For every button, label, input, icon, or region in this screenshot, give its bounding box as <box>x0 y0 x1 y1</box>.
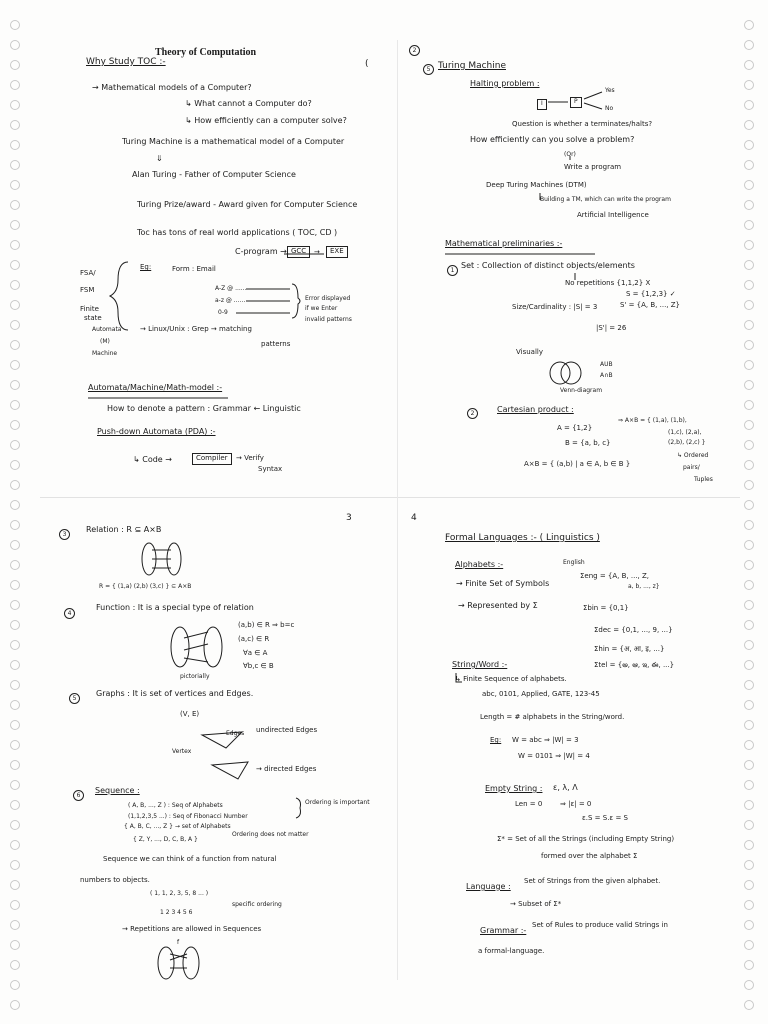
sigma-bin: Σbin = {0,1} <box>583 604 629 612</box>
fsa-label-3: Finite <box>80 305 99 313</box>
halt-program-box: P <box>570 97 582 108</box>
or-label: (Or) <box>564 151 576 158</box>
concat-epsilon: ε.S = S.ε = S <box>582 814 628 822</box>
q1-line-2: ↳ What cannot a Computer do? <box>185 99 312 108</box>
ordered-label: ↳ Ordered <box>677 452 709 459</box>
sigma-hin: Σhin = {अ, आ, इ, ...} <box>594 645 665 653</box>
len-epsilon: ⇒ |ε| = 0 <box>560 800 592 808</box>
denote-line: How to denote a pattern : Grammar ← Linguistic <box>107 404 301 413</box>
automata-heading: Automata/Machine/Math-model :- <box>88 383 223 392</box>
q1-line-7: Turing Prize/award - Award given for Computer Science <box>137 200 358 209</box>
fsa-label-7: Machine <box>92 350 118 357</box>
graph-ve: (V, E) <box>180 710 200 718</box>
q4-heading: Formal Languages :- ( Linguistics ) <box>445 533 600 543</box>
cardinality: Size/Cardinality : |S| = 3 <box>512 303 598 311</box>
cartesian-heading: Cartesian product : <box>497 405 574 414</box>
q1-corner-mark: ( <box>365 59 369 69</box>
error-note-1: Error displayed <box>305 295 351 302</box>
pda-heading: Push-down Automata (PDA) :- <box>97 427 216 436</box>
q4-number: 4 <box>411 513 417 523</box>
grammar-def: Set of Rules to produce valid Strings in <box>532 921 668 929</box>
seq-line-4: { Z, Y, ..., D, C, B, A } <box>133 836 198 843</box>
deep-tm: Deep Turing Machines (DTM) <box>486 181 587 189</box>
sequence-desc-2: numbers to objects. <box>80 876 150 884</box>
fsa-label-5: Automata <box>92 326 122 333</box>
q2-heading: Turing Machine <box>438 61 506 71</box>
printed-title: Theory of Computation <box>155 47 257 58</box>
strings-heading: String/Word :- <box>452 660 508 669</box>
q1-line-3: ↳ How efficiently can a computer solve? <box>185 116 347 125</box>
s-alpha-set: S' = {A, B, ..., Z} <box>620 301 681 309</box>
grammar-heading: Grammar :- <box>480 926 527 935</box>
specific-ordering: specific ordering <box>232 901 282 908</box>
axb-result-2: (1,c), (2,a), <box>668 429 702 436</box>
language-heading: Language : <box>466 882 511 891</box>
sigma-eng-2: a, b, ..., z} <box>628 583 660 590</box>
set-definition: Set : Collection of distinct objects/elements <box>461 261 635 270</box>
func-row-1: (a,b) ∈ R ⇒ b=c <box>238 621 295 629</box>
fib-index: 1 2 3 4 5 6 <box>160 909 193 916</box>
seq-line-3: { A, B, C, ..., Z } → set of Alphabets <box>124 823 231 830</box>
error-note-3: invalid patterns <box>305 316 352 323</box>
function-heading: Function : It is a special type of relation <box>96 603 254 612</box>
sigma-star: Σ* = Set of all the Strings (including Empty String) <box>497 835 675 843</box>
q1-eg: Eg: <box>140 263 152 271</box>
relation-number: 3 <box>59 529 70 540</box>
error-note-2: if we Enter <box>305 305 338 312</box>
s-set: S = {1,2,3} ✓ <box>626 290 676 298</box>
fsa-label-2: FSM <box>80 286 95 294</box>
sigma-dec: Σdec = {0,1, ..., 9, ...} <box>594 626 673 634</box>
cardinality-2: |S'| = 26 <box>596 324 627 332</box>
alphabets-heading: Alphabets :- <box>455 560 504 569</box>
sequence-heading: Sequence : <box>95 786 140 795</box>
tuples-label: Tuples <box>694 476 713 483</box>
axb-result-1: ⇒ A×B = { (1,a), (1,b), <box>618 417 687 424</box>
w-abc: W = abc ⇒ |W| = 3 <box>512 736 579 744</box>
aub-label: AUB <box>600 361 613 368</box>
halting-heading: Halting problem : <box>470 79 540 88</box>
halt-yes: Yes <box>605 87 615 94</box>
halt-no: No <box>605 105 614 112</box>
edges-label: Edges <box>226 730 245 737</box>
subset-sigma: → Subset of Σ* <box>510 900 562 908</box>
q3-corner-number: 3 <box>346 513 352 523</box>
repetition-allowed: → Repetitions are allowed in Sequences <box>122 925 262 933</box>
b-set: B = {a, b, c} <box>565 439 611 447</box>
ordering-important: Ordering is important <box>305 799 370 806</box>
function-number: 4 <box>64 608 75 619</box>
finite-sequence: ↳ Finite Sequence of alphabets. <box>455 675 567 683</box>
build-tm: Building a TM, which can write the program <box>540 196 671 203</box>
empty-string-heading: Empty String : <box>485 784 543 793</box>
func-row-2: (a,c) ∈ R <box>238 635 270 643</box>
q1-line-4: Turing Machine is a mathematical model of a Computer <box>122 137 345 146</box>
sigma-tel: Σtel = {అ, ఆ, ఇ, ఈ, ...} <box>594 661 675 669</box>
q1-heading: Why Study TOC :- <box>86 57 166 67</box>
pattern-row-3: 0-9 <box>218 309 228 316</box>
q1-line-5: ⇓ <box>156 154 163 163</box>
relation-set: R = { (1,a) (2,b) (3,c) } ⊆ A×B <box>99 583 192 590</box>
q1-line-8: Toc has tons of real world applications ( TOC, CD ) <box>137 228 338 237</box>
seq-line-1: ( A, B, ..., Z ) : Seq of Alphabets <box>128 802 223 809</box>
len-zero: Len = 0 <box>515 800 543 808</box>
directed-label: → directed Edges <box>256 765 317 773</box>
seq-line-2: (1,1,2,3,5 ...) : Seq of Fibonacci Number <box>128 813 248 820</box>
syntax-label: Syntax <box>258 465 283 473</box>
pictorially-label: pictorially <box>180 673 210 680</box>
pattern-row-2: a-z @ ...... <box>215 297 246 304</box>
string-examples: abc, 0101, Applied, GATE, 123-45 <box>482 690 600 698</box>
cartesian-number: 2 <box>467 408 478 419</box>
math-prelim-heading: Mathematical preliminaries :- <box>445 239 563 248</box>
compiler-box: Compiler <box>192 453 232 465</box>
sequence-number: 6 <box>73 790 84 801</box>
cprogram-label: C-program → <box>235 247 287 256</box>
empty-symbols: ε, λ, Λ <box>553 783 578 792</box>
length-eg: Eg: <box>490 736 502 744</box>
q1-line-6: Alan Turing - Father of Computer Science <box>132 170 296 179</box>
venn-label: Venn-diagram <box>560 387 603 394</box>
finite-set: → Finite Set of Symbols <box>456 579 550 588</box>
turing-section-number: 5 <box>423 64 434 75</box>
halt-input-box: I <box>537 99 547 110</box>
gcc-arrow: → <box>314 248 320 256</box>
q2-number: 2 <box>409 45 420 56</box>
pairs-label: pairs/ <box>683 464 700 471</box>
halt-question: Question is whether a terminates/halts? <box>512 120 653 128</box>
func-row-3: ∀a ∈ A <box>243 649 268 657</box>
axb-result-3: (2,b), (2,c) } <box>668 439 706 446</box>
strings-hook <box>456 673 462 682</box>
mapping-f: f <box>177 939 180 946</box>
func-row-4: ∀b,c ∈ B <box>243 662 274 670</box>
graph-number: 5 <box>69 693 80 704</box>
graph-heading: Graphs : It is set of vertices and Edges. <box>96 689 254 698</box>
exe-box: EXE <box>326 246 348 258</box>
relation-heading: Relation : R ⊆ A×B <box>86 525 162 534</box>
fib-sequence: ( 1, 1, 2, 3, 5, 8 ... ) <box>150 890 209 897</box>
fsa-label-4: state <box>84 314 102 322</box>
write-program: Write a program <box>564 163 622 171</box>
undirected-label: undirected Edges <box>256 726 318 734</box>
language-def: Set of Strings from the given alphabet. <box>524 877 661 885</box>
length-def: Length = # alphabets in the String/word. <box>480 713 625 721</box>
axb-definition: A×B = { (a,b) | a ∈ A, b ∈ B } <box>524 460 631 468</box>
represented-by: → Represented by Σ <box>458 601 538 610</box>
w-0101: W = 0101 ⇒ |W| = 4 <box>518 752 590 760</box>
anb-label: A∩B <box>600 372 613 379</box>
form-email: Form : Email <box>172 265 216 273</box>
visually-label: Visually <box>516 348 543 356</box>
fsa-label-1: FSA/ <box>80 269 96 277</box>
set-number: 1 <box>447 265 458 276</box>
code-label: ↳ Code → <box>133 455 172 464</box>
patterns-word: patterns <box>261 340 291 348</box>
gcc-box: GCC <box>287 246 310 258</box>
grammar-def-2: a formal-language. <box>478 947 545 955</box>
verify-label: → Verify <box>236 454 264 462</box>
ordering-not-matter: Ordering does not matter <box>232 831 309 838</box>
pattern-row-1: A-Z @ ...... <box>215 285 247 292</box>
vertex-label: Vertex <box>172 748 192 755</box>
efficiency-line: How efficiently can you solve a problem? <box>470 135 635 144</box>
ai-label: Artificial Intelligence <box>577 211 649 219</box>
q1-line-1: → Mathematical models of a Computer? <box>92 83 252 92</box>
english-label: English <box>563 559 585 566</box>
no-repetition: No repetitions {1,1,2} X <box>565 279 651 287</box>
formed-over: formed over the alphabet Σ <box>541 852 638 860</box>
fsa-label-6: (M) <box>100 338 110 345</box>
linux-grep: → Linux/Unix : Grep → matching <box>140 325 252 333</box>
sequence-desc-1: Sequence we can think of a function from natural <box>103 855 277 863</box>
a-set: A = {1,2} <box>557 424 593 432</box>
sigma-eng: Σeng = {A, B, ..., Z, <box>580 572 650 580</box>
